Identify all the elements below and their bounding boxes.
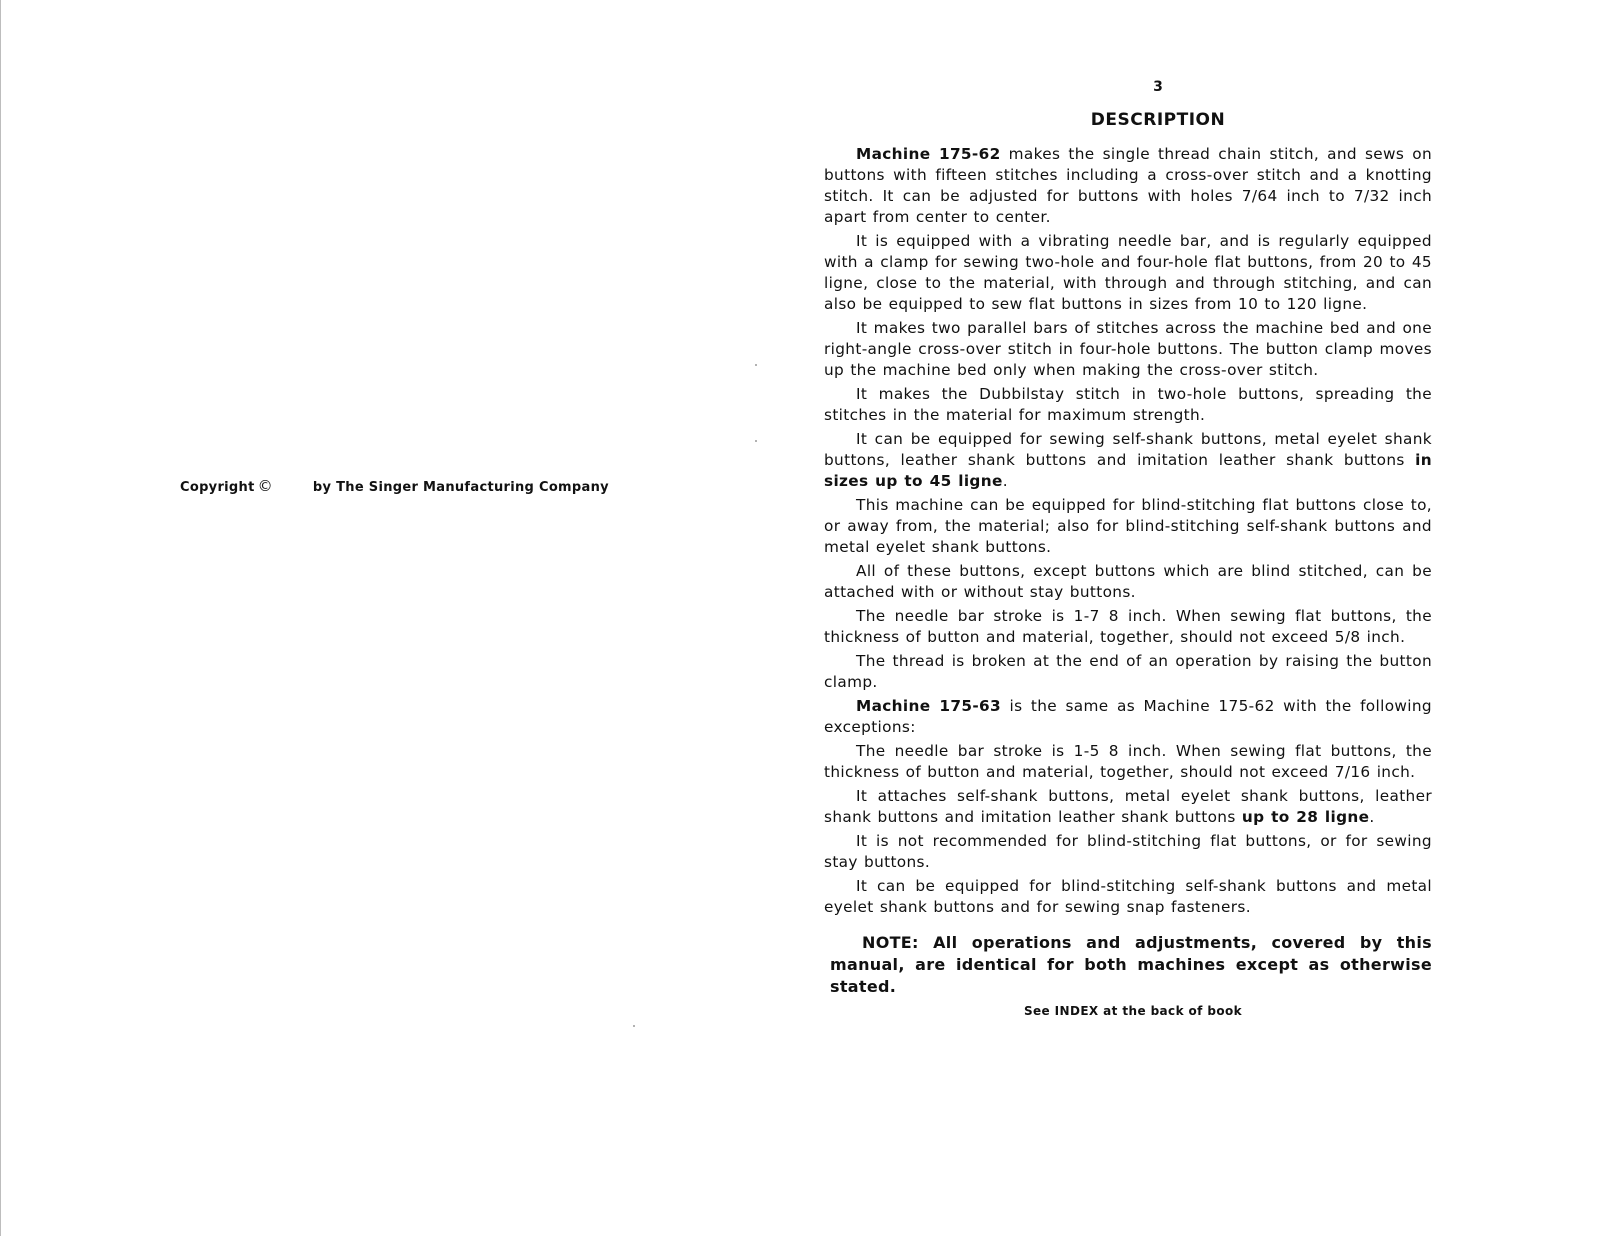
paragraph-text: It can be equipped for sewing self-shank buttons, metal eyelet shank buttons, leather shank buttons and imitation leather shank buttons [824, 430, 1432, 469]
paragraph [824, 561, 1432, 603]
paragraph [824, 831, 1432, 873]
paragraph-text: The needle bar stroke is 1-7 8 inch. When sewing flat buttons, the thickness of button and material, together, should not exceed 5/8 inch. [824, 607, 1432, 646]
paragraph [824, 606, 1432, 648]
paragraph-text: makes the single thread chain stitch, and sews on buttons with fifteen stitches including a cross-over stitch and a knotting stitch. It can be adjusted for buttons with holes 7/64 inch to 7/32 inch apart from center to center. [824, 145, 1432, 226]
paragraph [824, 231, 1432, 315]
paragraph-text: It makes two parallel bars of stitches across the machine bed and one right-angle cross-over stitch in four-hole buttons. The button clamp moves up the machine bed only when making the cross-over stitch. [824, 319, 1432, 379]
paragraph [824, 651, 1432, 693]
paragraph [824, 876, 1432, 918]
right-page [824, 72, 1432, 1018]
paragraph [824, 429, 1432, 492]
paragraph-lead: Machine 175-63 [856, 697, 1002, 715]
paragraph-tail: . [1002, 472, 1008, 490]
paragraph-emphasis: up to 28 ligne [1241, 808, 1370, 826]
paragraph [824, 318, 1432, 381]
copyright-holder: by The Singer Manufacturing Company [312, 480, 609, 495]
copyright-label: Copyright [180, 480, 255, 495]
scan-speck [755, 364, 757, 366]
paragraph-tail: . [1369, 808, 1375, 826]
note-statement: NOTE: All operations and adjustments, covered by this manual, are identical for both machines except as otherwise stated. [830, 933, 1432, 996]
paragraph-text: It is equipped with a vibrating needle bar, and is regularly equipped with a clamp for sewing two-hole and four-hole flat buttons, from 20 to 45 ligne, close to the material, with through and through stitching, and can also be equipped to sew flat buttons in sizes from 10 to 120 ligne. [824, 232, 1432, 313]
paragraph-text: It can be equipped for blind-stitching self-shank buttons and metal eyelet shank buttons and for sewing snap fasteners. [824, 877, 1432, 916]
section-title: DESCRIPTION [1090, 110, 1226, 130]
paragraph-text: It makes the Dubbilstay stitch in two-hole buttons, spreading the stitches in the material for maximum strength. [824, 385, 1432, 424]
copyright-symbol: © [257, 477, 273, 495]
paragraph [824, 384, 1432, 426]
paragraph-text: The thread is broken at the end of an operation by raising the button clamp. [824, 652, 1432, 691]
paragraph-text: The needle bar stroke is 1-5 8 inch. When sewing flat buttons, the thickness of button and material, together, should not exceed 7/16 inch. [824, 742, 1432, 781]
scan-speck [633, 1025, 635, 1027]
paragraph-text: All of these buttons, except buttons which are blind stitched, can be attached with or without stay buttons. [824, 562, 1432, 601]
index-reference: See INDEX at the back of book [1023, 1004, 1243, 1018]
paragraph [824, 144, 1432, 228]
paragraph [824, 741, 1432, 783]
paragraph [824, 786, 1432, 828]
scan-speck [755, 440, 757, 442]
paragraph-emphasis: in sizes up to 45 ligne [824, 451, 1432, 490]
page-number: 3 [1153, 79, 1163, 95]
paragraph-text: is the same as Machine 175-62 with the following exceptions: [824, 697, 1432, 736]
paragraph-text: This machine can be equipped for blind-stitching flat buttons close to, or away from, the material; also for blind-stitching self-shank buttons and metal eyelet shank buttons. [824, 496, 1432, 556]
paragraph-lead: Machine 175-62 [856, 145, 1001, 163]
paragraph-text: It attaches self-shank buttons, metal eyelet shank buttons, leather shank buttons and imitation leather shank buttons [824, 787, 1432, 826]
paragraph [824, 696, 1432, 738]
description-body [824, 144, 1432, 918]
paragraph [824, 495, 1432, 558]
paragraph-text: It is not recommended for blind-stitching flat buttons, or for sewing stay buttons. [824, 832, 1432, 871]
copyright-notice [180, 477, 609, 495]
